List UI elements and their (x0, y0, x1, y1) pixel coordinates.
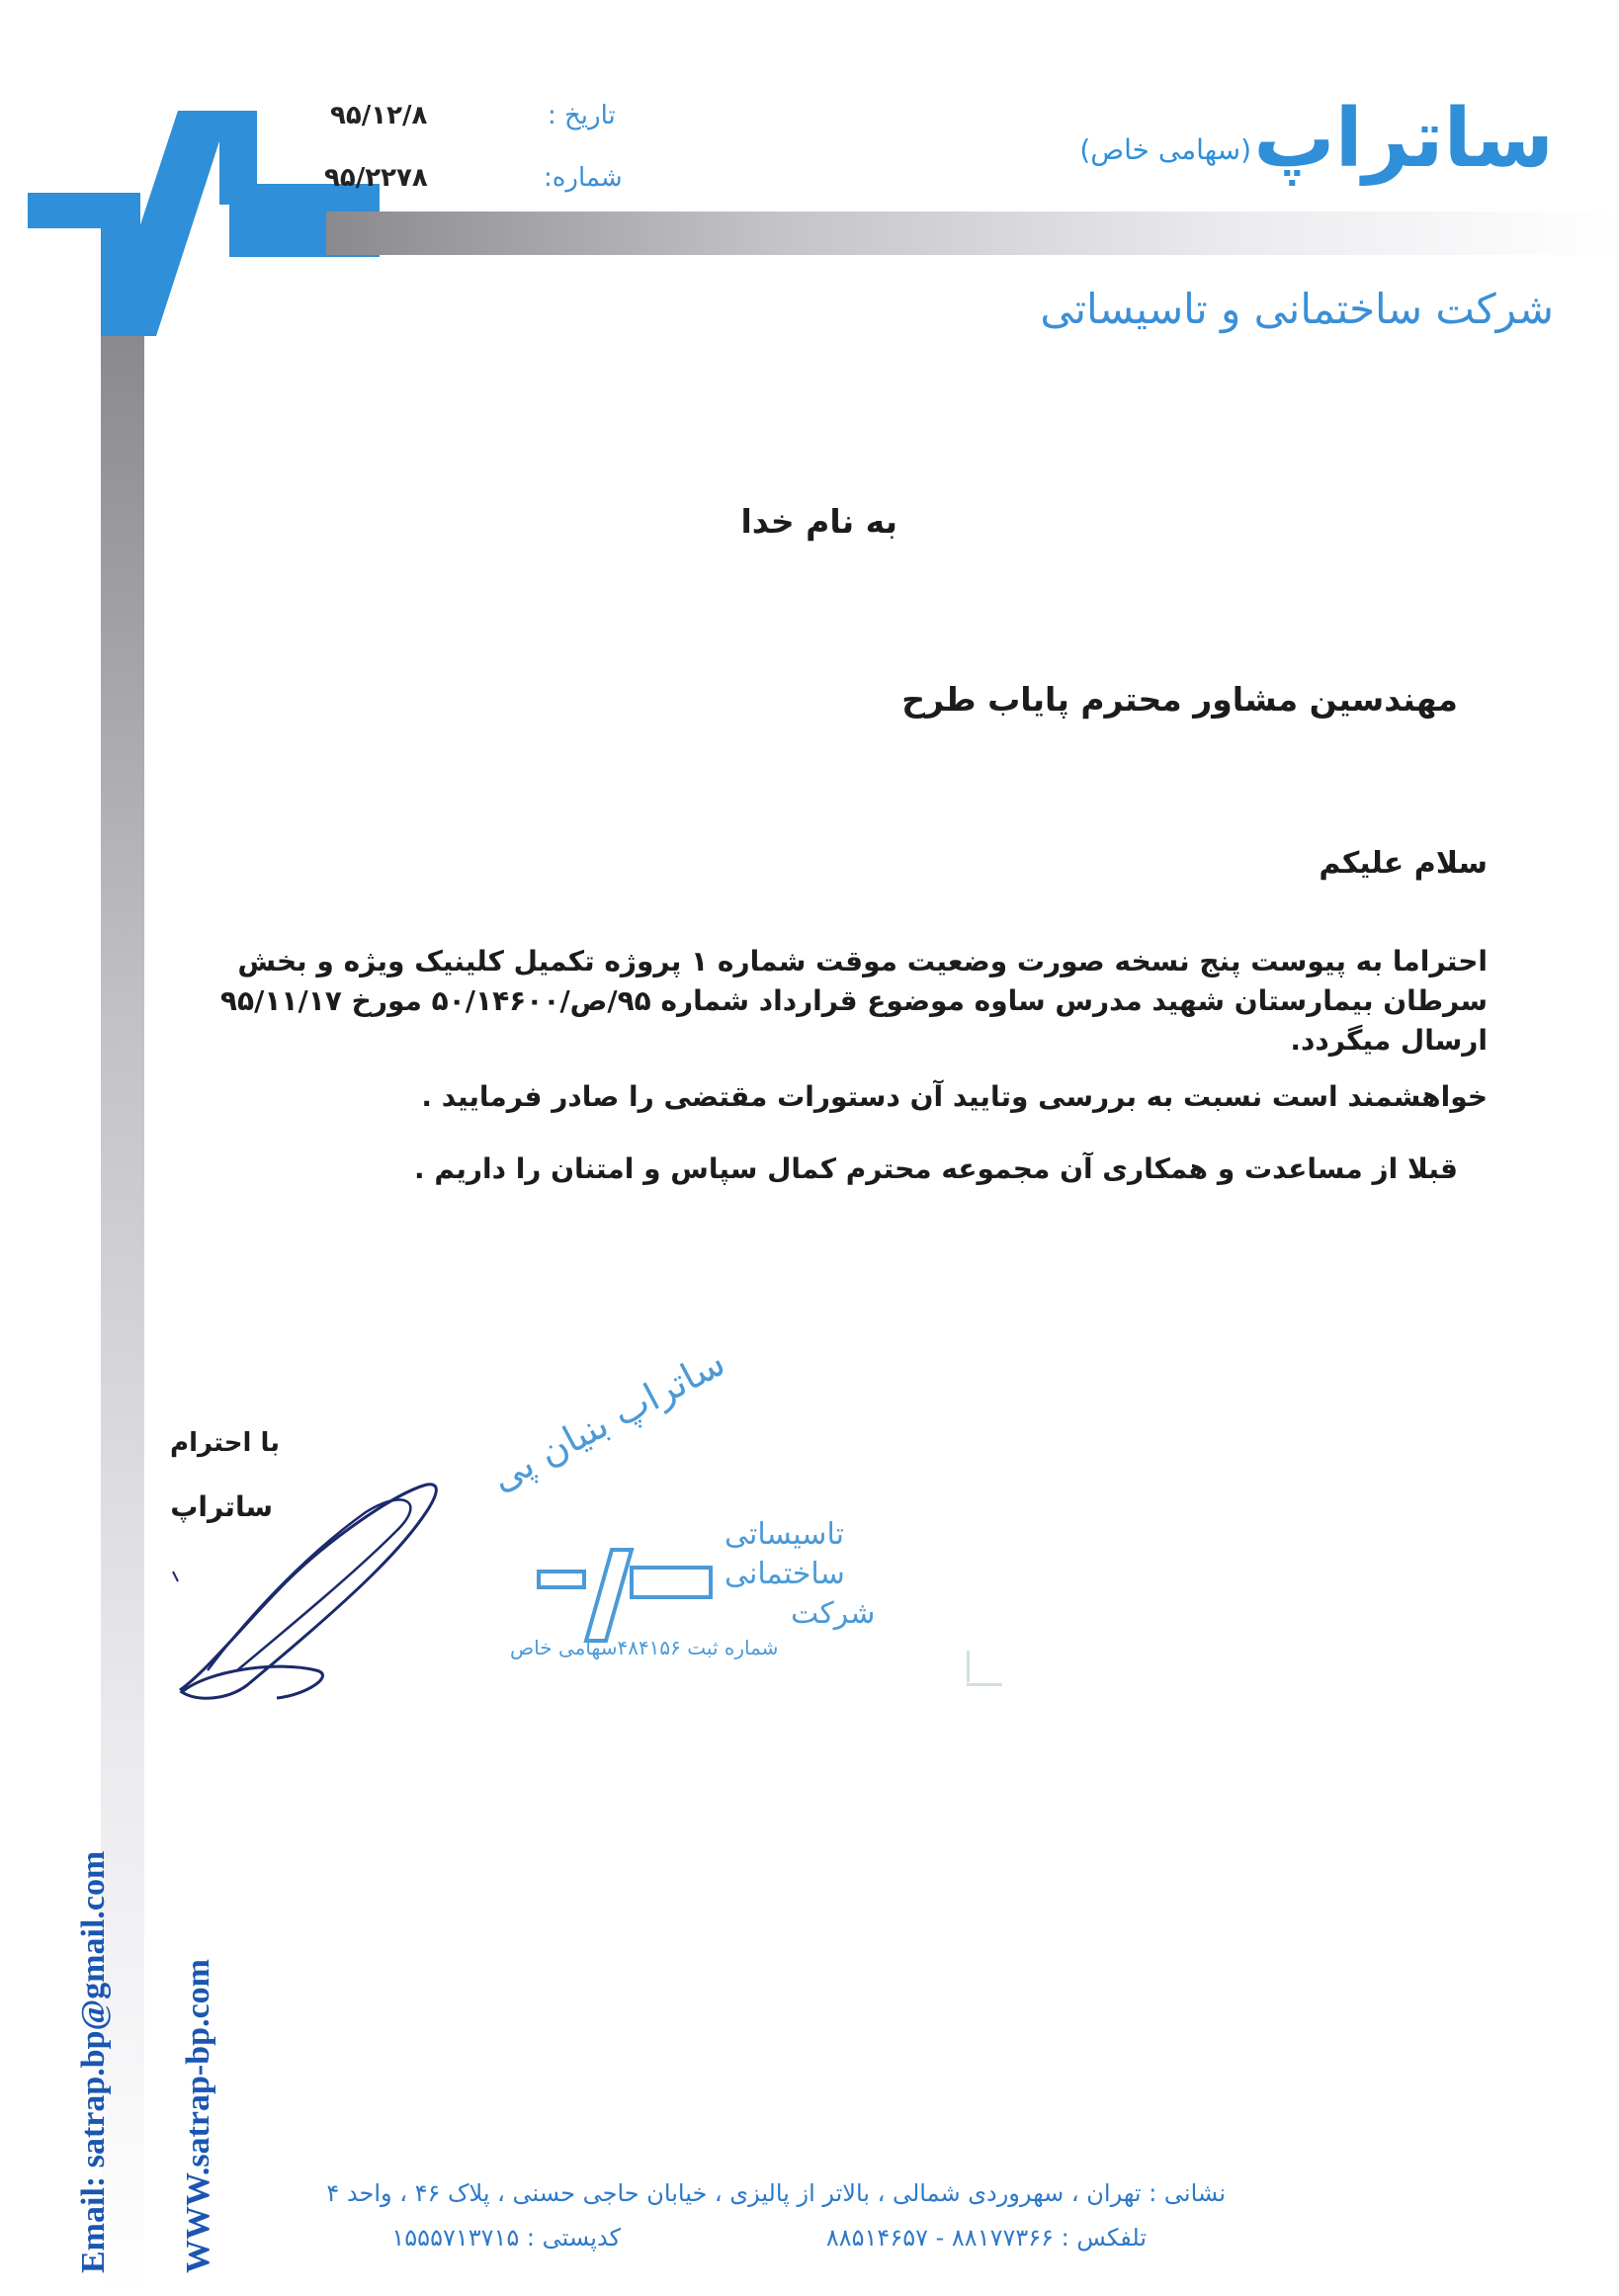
letter-paragraph-2: خواهشمند است نسبت به بررسی وتایید آن دستورات مقتضی را صادر فرمایید . (421, 1080, 1488, 1113)
brand-type: (سهامی خاص) (1079, 133, 1251, 166)
stamp-line-tasisati: تاسیساتی (724, 1517, 844, 1552)
brand-name: ساتراپ (1253, 92, 1554, 186)
handwritten-signature (168, 1473, 455, 1710)
company-stamp-logo (529, 1542, 726, 1651)
number-label: شماره: (544, 163, 623, 193)
stamp-registration: شماره ثبت ۴۸۴۱۵۶سهامی خاص (510, 1636, 779, 1659)
letter-greeting: سلام علیکم (1319, 846, 1488, 881)
stamp-line-sakhtemani: ساختمانی (724, 1557, 845, 1591)
footer-phone: تلفکس : ۸۸۱۷۷۳۶۶ - ۸۸۵۱۴۶۵۷ (825, 2224, 1147, 2252)
letter-paragraph-1: احتراما به پیوست پنج نسخه صورت وضعیت موقت شماره ۱ پروژه تکمیل کلینیک ویژه و بخش سرطان بیمارستان شهید مدرس ساوه موضوع قرارداد شماره ۹۵/ص/۵۰/۱۴۶۰۰ مورخ ۹۵/۱۱/۱۷ ارسال میگردد. (219, 945, 1488, 1057)
number-value: ۹۵/۲۲۷۸ (324, 163, 428, 193)
stamp-line-sherkat: شرکت (791, 1596, 876, 1631)
letter-recipient: مهندسین مشاور محترم پایاب طرح (901, 680, 1458, 719)
faint-mark (967, 1651, 970, 1682)
date-value: ۹۵/۱۲/۸ (330, 101, 428, 130)
date-label: تاریخ : (548, 101, 616, 130)
letter-opening: به نام خدا (740, 502, 897, 541)
footer-address: نشانی : تهران ، سهروردی شمالی ، بالاتر از پالیزی ، خیابان حاجی حسنی ، پلاک ۴۶ ، واحد ۴ (326, 2179, 1226, 2207)
letter-signer: ساتراپ (170, 1490, 273, 1523)
company-description: شرکت ساختمانی و تاسیساتی (1040, 285, 1554, 333)
stamp-company-name: ساتراپ بنیان پی (483, 1340, 732, 1500)
footer-postal-code: کدپستی : ۱۵۵۵۷۱۳۷۱۵ (391, 2224, 621, 2252)
header-grey-bar (326, 212, 1619, 255)
website-address: WWW.satrap-bp.com (180, 1959, 216, 2273)
faint-mark (967, 1680, 1002, 1686)
letter-closing: با احترام (170, 1428, 280, 1458)
logo-top-stroke (219, 111, 257, 205)
letter-paragraph-3: قبلا از مساعدت و همکاری آن مجموعه محترم کمال سپاس و امتنان را داریم . (414, 1152, 1458, 1185)
email-address: Email: satrap.bp@gmail.com (75, 1850, 112, 2273)
